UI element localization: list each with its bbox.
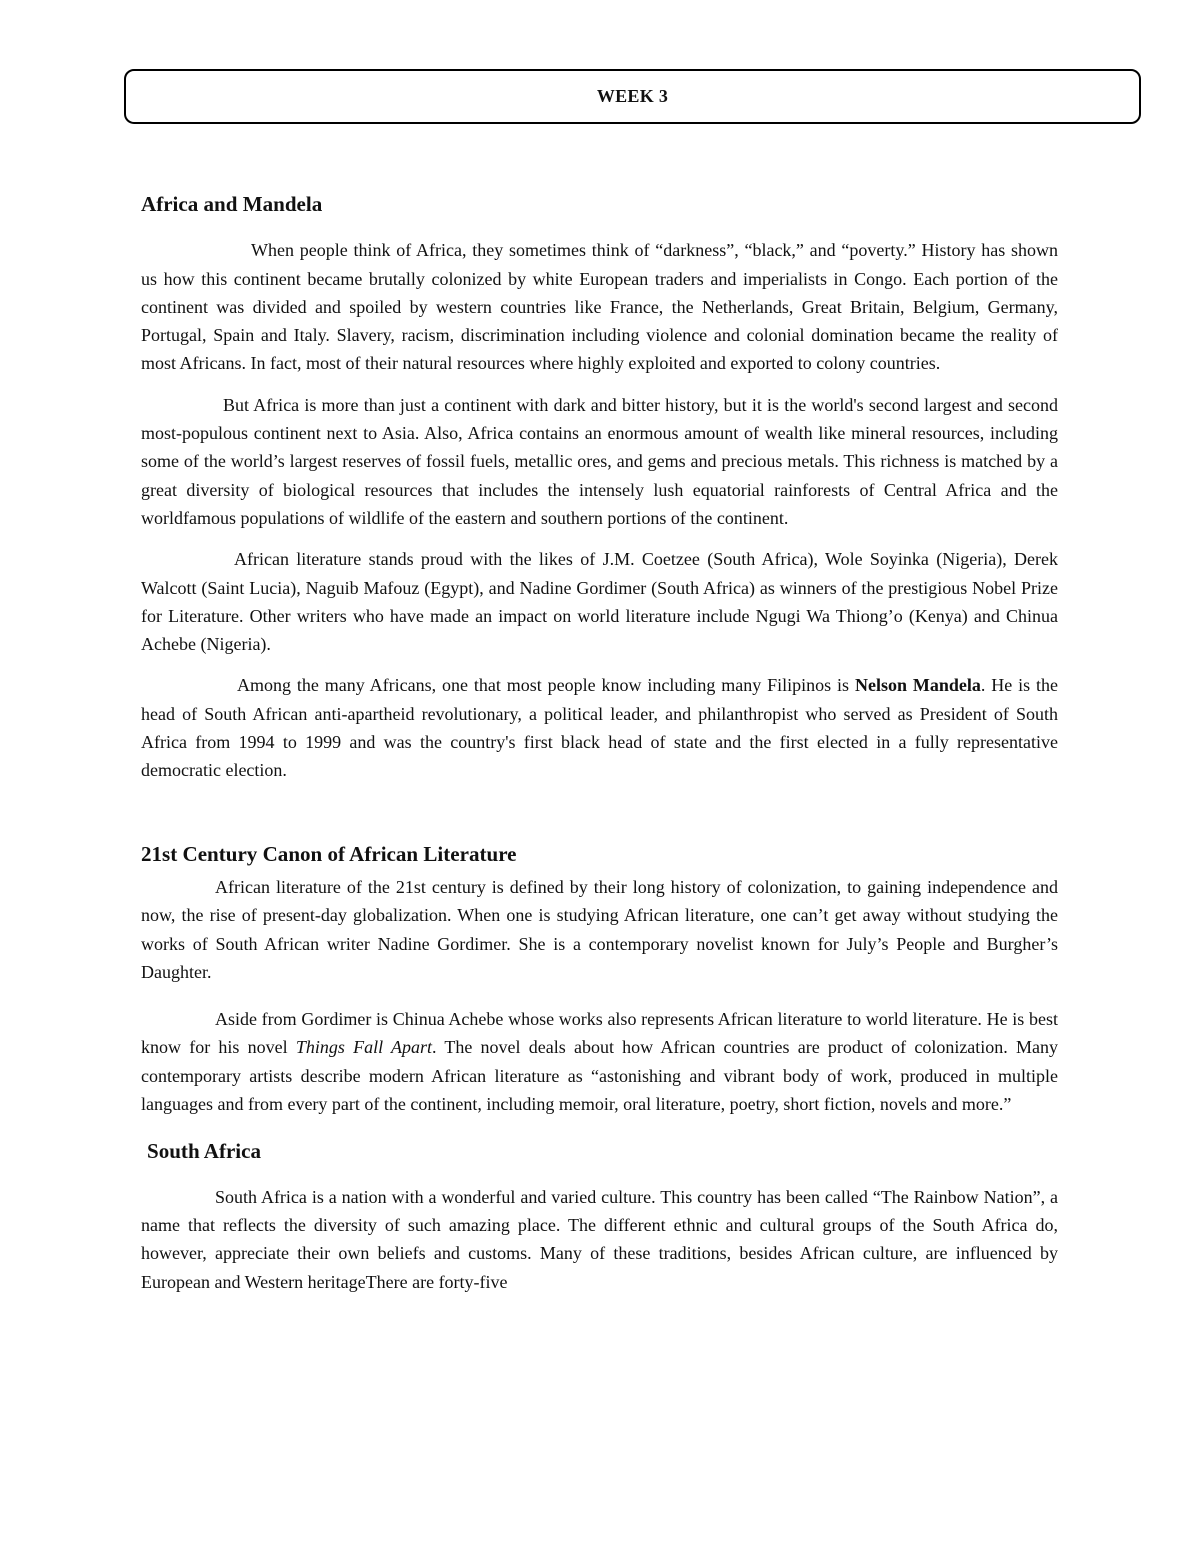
week-header-box xyxy=(124,69,1141,124)
paragraph-south-africa-culture: South Africa is a nation with a wonderful and varied culture. This country has been called “The Rainbow Nation”, a name that reflects the diversity of such amazing place. The different ethnic and cultural groups of the South Africa do, however, appreciate their own beliefs and customs. Many of these traditions, besides African culture, are influenced by European and Western heritageThere are forty-five xyxy=(141,1186,1058,1292)
document-body xyxy=(141,190,1058,1296)
book-title-italic: Things Fall Apart xyxy=(295,1037,432,1058)
paragraph-africa-intro: When people think of Africa, they sometimes think of “darkness”, “black,” and “poverty.” History has shown us how this continent became brutally colonized by white European traders and imperialists in Congo. Each portion of the continent was divided and spoiled by western countries like France, the Netherlands, Great Britain, Belgium, Germany, Portugal, Spain and Italy. Slavery, racism, discrimination including violence and colonial domination became the reality of most Africans. In fact, most of their natural resources where highly exploited and exported to colony countries. xyxy=(141,240,1058,374)
paragraph-african-literature-nobel: African literature stands proud with the likes of J.M. Coetzee (South Africa), Wole Soyinka (Nigeria), Derek Walcott (Saint Lucia), Naguib Mafouz (Egypt), and Nadine Gordimer (South Africa) as winners of the prestigious Nobel Prize for Literature. Other writers who have made an impact on world literature include Ngugi Wa Thiong’o (Kenya) and Chinua Achebe (Nigeria). xyxy=(141,549,1058,655)
mandela-name-bold: Nelson Mandela xyxy=(854,675,981,696)
paragraph-chinua-achebe xyxy=(141,1005,1058,1118)
section-heading-africa-and-mandela: Africa and Mandela xyxy=(141,192,323,216)
paragraph-21st-century-literature: African literature of the 21st century is defined by their long history of colonization, to gaining independence and now, the rise of present-day globalization. When one is studying African literature, one can’t get away without studying the works of South African writer Nadine Gordimer. She is a contemporary novelist known for July’s People and Burgher’s Daughter. xyxy=(141,876,1058,982)
mandela-text-after: . He is the head of South African anti-apartheid revolutionary, a political leader, and philanthropist who served as President of South Africa from 1994 to 1999 and was the country's first black head of state and the first elected in a fully representative democratic election. xyxy=(141,675,1059,781)
section-heading-21st-century-canon: 21st Century Canon of African Literature xyxy=(141,841,517,866)
achebe-text-before: Aside from Gordimer is Chinua Achebe whose works also represents African literature to world literature. He is best know for his novel xyxy=(141,1009,1058,1058)
paragraph-africa-wealth: But Africa is more than just a continent with dark and bitter history, but it is the world's second largest and second most-populous continent next to Asia. Also, Africa contains an enormous amount of wealth like mineral resources, including some of the world’s largest reserves of fossil fuels, metallic ores, and gems and precious metals. This richness is matched by a great diversity of biological resources that includes the intensely lush equatorial rainforests of Central Africa and the worldfamous populations of wildlife of the eastern and southern portions of the continent. xyxy=(141,394,1058,528)
week-label: WEEK 3 xyxy=(596,86,669,106)
section-heading-south-africa: South Africa xyxy=(147,1139,262,1164)
mandela-text-before: Among the many Africans, one that most people know including many Filipinos is xyxy=(237,675,855,696)
achebe-text-after: . The novel deals about how African countries are product of colonization. Many contemporary artists describe modern African literature as “astonishing and vibrant body of work, produced in multiple languages and from every part of the continent, including memoir, oral literature, poetry, short fiction, novels and more.” xyxy=(141,1037,1059,1115)
paragraph-nelson-mandela xyxy=(141,671,1058,784)
